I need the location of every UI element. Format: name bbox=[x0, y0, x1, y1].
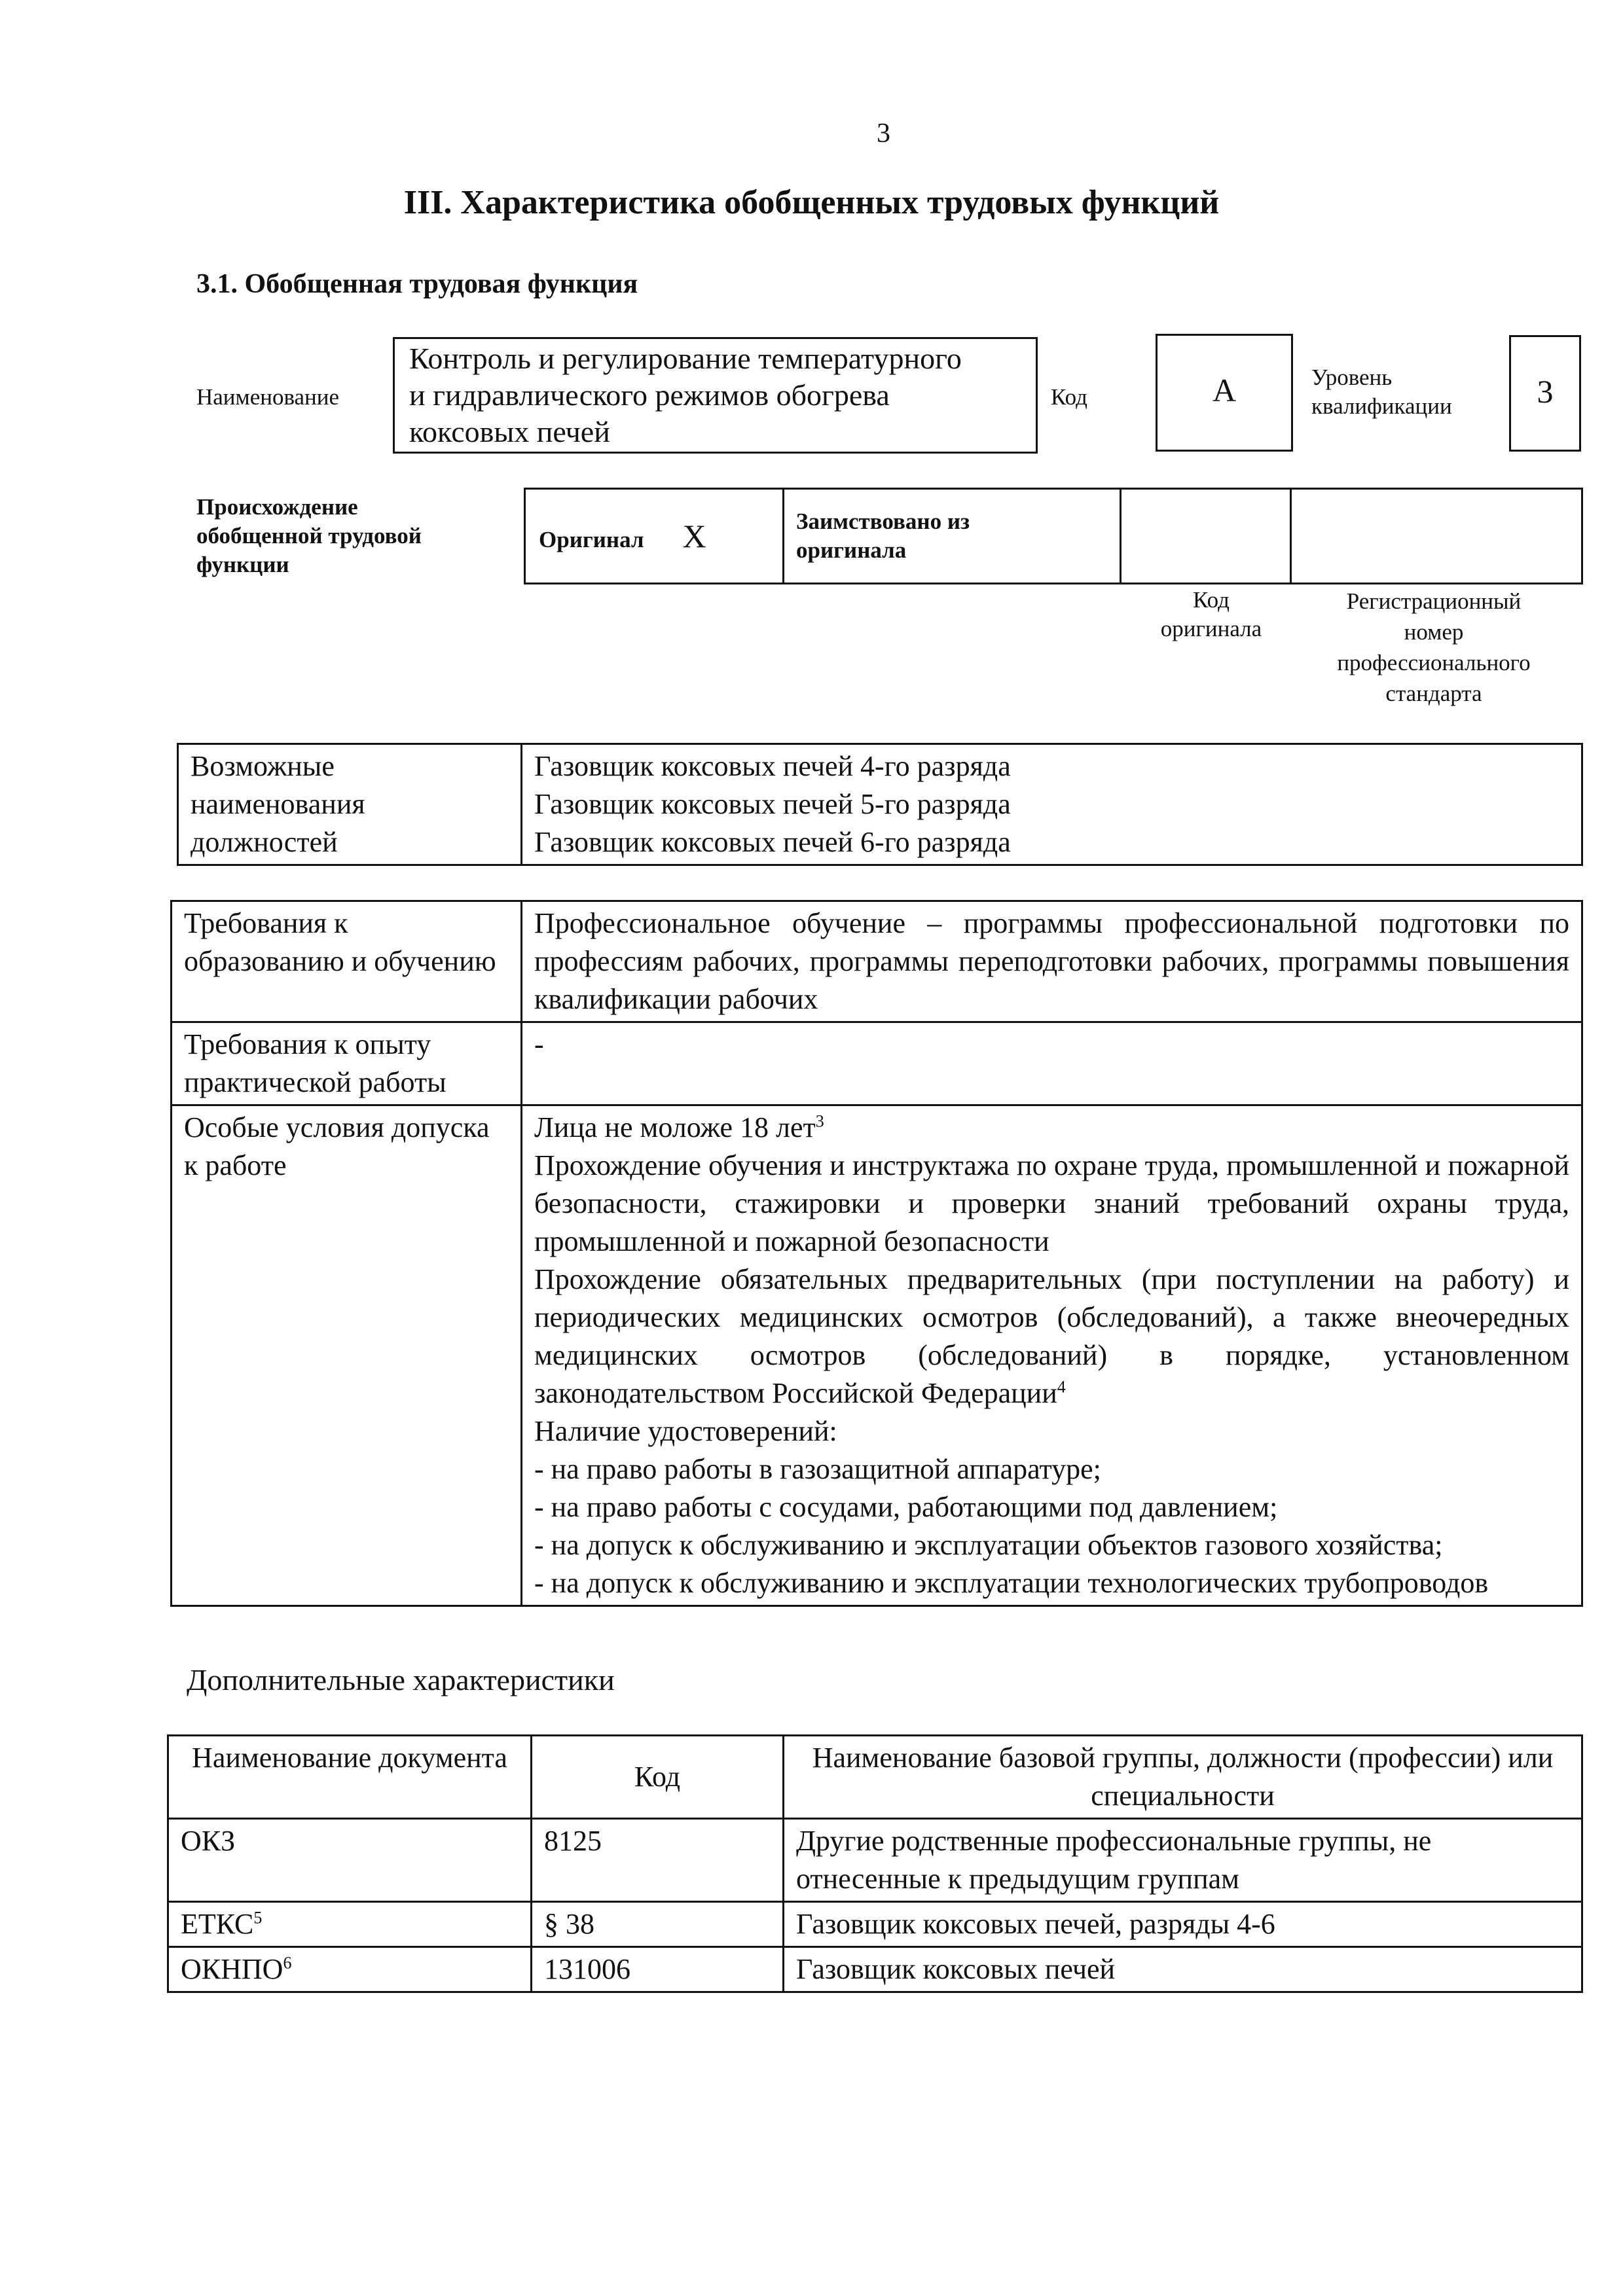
origin-label-line-3: функции bbox=[196, 552, 289, 577]
cert-item: - на допуск к обслуживанию и эксплуатации технологических трубопроводов bbox=[534, 1567, 1489, 1599]
positions-values-cell bbox=[522, 744, 1582, 865]
special-training: Прохождение обучения и инструктажа по охране труда, промышленной и пожарной безопасности, стажировки и проверки знаний требований охраны труда, промышленной и пожарной безопасности bbox=[534, 1149, 1569, 1257]
row-doc bbox=[168, 1902, 532, 1947]
special-label-cell bbox=[172, 1105, 522, 1606]
header-document-text: Наименование документа bbox=[192, 1742, 507, 1774]
experience-label-cell bbox=[172, 1022, 522, 1105]
row-doc-text: ОКНПО bbox=[181, 1953, 283, 1985]
additional-title: Дополнительные характеристики bbox=[187, 1663, 615, 1696]
origin-code-cell bbox=[1121, 489, 1291, 584]
borrowed-label-line-2: оригинала bbox=[796, 537, 907, 563]
name-line-3: коксовых печей bbox=[409, 415, 610, 448]
special-certs-header: Наличие удостоверений: bbox=[534, 1415, 837, 1447]
origin-original-cell bbox=[525, 489, 784, 584]
experience-value: - bbox=[534, 1028, 544, 1060]
code-value: A bbox=[1212, 372, 1237, 408]
code-caption bbox=[1126, 586, 1296, 643]
special-medical: Прохождение обязательных предварительных (при поступлении на работу) и периодических медицинских осмотров (обследований), а также внеочередных медицинских осмотров (обследований) в порядке, установленном законодательством Российской Федерации bbox=[534, 1263, 1569, 1409]
positions-table bbox=[177, 743, 1583, 866]
requirements-table bbox=[170, 900, 1583, 1607]
footnote-4: 4 bbox=[1057, 1377, 1066, 1397]
name-box bbox=[393, 337, 1038, 454]
level-box bbox=[1509, 335, 1581, 452]
cert-item: - на право работы в газозащитной аппаратуре; bbox=[534, 1453, 1101, 1485]
special-value-cell bbox=[522, 1105, 1582, 1606]
education-value: Профессиональное обучение – программы профессиональной подготовки по профессиям рабочих, программы переподготовки рабочих, программы повышения квалификации рабочих bbox=[534, 907, 1569, 1015]
header-code-text: Код bbox=[634, 1761, 681, 1793]
experience-label: Требования к опыту практической работы bbox=[184, 1028, 447, 1098]
header-document bbox=[168, 1736, 532, 1819]
row-code bbox=[532, 1947, 784, 1992]
code-label: Код bbox=[1051, 384, 1087, 410]
level-label-line-1: Уровень bbox=[1311, 365, 1393, 390]
original-mark: X bbox=[682, 518, 706, 554]
row-doc bbox=[168, 1819, 532, 1902]
origin-table bbox=[524, 488, 1583, 584]
footnote-5: 5 bbox=[253, 1908, 263, 1928]
reg-caption-line-2: номер bbox=[1404, 619, 1464, 645]
row-name-text: Газовщик коксовых печей, разряды 4-6 bbox=[796, 1908, 1275, 1940]
section-title: III. Характеристика обобщенных трудовых функций bbox=[403, 184, 1220, 221]
table-row bbox=[168, 1902, 1582, 1947]
position-item: Газовщик коксовых печей 5-го разряда bbox=[534, 788, 1011, 820]
cert-item: - на право работы с сосудами, работающими под давлением; bbox=[534, 1491, 1278, 1523]
name-label: Наименование bbox=[196, 384, 340, 410]
origin-label-line-2: обобщенной трудовой bbox=[196, 523, 422, 548]
reg-caption bbox=[1286, 586, 1581, 709]
row-name bbox=[784, 1819, 1582, 1902]
positions-label-cell bbox=[178, 744, 522, 865]
header-code bbox=[532, 1736, 784, 1819]
positions-label-line-2: наименования bbox=[191, 788, 365, 820]
additional-table bbox=[167, 1734, 1583, 1993]
name-line-1: Контроль и регулирование температурного bbox=[409, 342, 962, 375]
level-label bbox=[1311, 363, 1452, 421]
position-item: Газовщик коксовых печей 4-го разряда bbox=[534, 750, 1011, 782]
table-row bbox=[168, 1819, 1582, 1902]
row-name-text: Газовщик коксовых печей bbox=[796, 1953, 1116, 1985]
table-row bbox=[168, 1947, 1582, 1992]
row-doc-text: ОКЗ bbox=[181, 1825, 236, 1857]
cert-item: - на допуск к обслуживанию и эксплуатации объектов газового хозяйства; bbox=[534, 1529, 1443, 1561]
reg-caption-line-4: стандарта bbox=[1385, 681, 1482, 706]
header-name-text: Наименование базовой группы, должности (профессии) или специальности bbox=[812, 1742, 1554, 1812]
level-label-line-2: квалификации bbox=[1311, 393, 1452, 419]
positions-label-line-3: должностей bbox=[191, 826, 338, 858]
name-line-2: и гидравлического режимов обогрева bbox=[409, 378, 890, 412]
row-name-text: Другие родственные профессиональные группы, не отнесенные к предыдущим группам bbox=[796, 1825, 1432, 1895]
origin-label-line-1: Происхождение bbox=[196, 494, 358, 520]
subsection-title: 3.1. Обобщенная трудовая функция bbox=[196, 269, 638, 299]
row-doc bbox=[168, 1947, 532, 1992]
reg-caption-line-3: профессионального bbox=[1337, 650, 1531, 675]
positions-label-line-1: Возможные bbox=[191, 750, 335, 782]
row-code-text: § 38 bbox=[544, 1908, 594, 1940]
code-caption-line-1: Код bbox=[1193, 587, 1230, 613]
header-name bbox=[784, 1736, 1582, 1819]
footnote-6: 6 bbox=[283, 1953, 292, 1973]
row-doc-text: ЕТКС bbox=[181, 1908, 254, 1940]
footnote-3: 3 bbox=[815, 1111, 824, 1131]
code-box bbox=[1156, 334, 1293, 452]
row-code-text: 8125 bbox=[544, 1825, 602, 1857]
education-label: Требования к образованию и обучению bbox=[184, 907, 496, 977]
origin-reg-cell bbox=[1291, 489, 1582, 584]
origin-borrowed-cell bbox=[784, 489, 1121, 584]
position-item: Газовщик коксовых печей 6-го разряда bbox=[534, 826, 1011, 858]
borrowed-label-line-1: Заимствовано из bbox=[796, 509, 970, 534]
level-value: 3 bbox=[1537, 373, 1554, 410]
row-code bbox=[532, 1819, 784, 1902]
page-number: 3 bbox=[877, 118, 890, 149]
row-name bbox=[784, 1947, 1582, 1992]
education-value-cell bbox=[522, 901, 1582, 1022]
experience-value-cell bbox=[522, 1022, 1582, 1105]
row-code bbox=[532, 1902, 784, 1947]
special-label: Особые условия допуска к работе bbox=[184, 1111, 490, 1181]
original-label: Оригинал bbox=[539, 527, 644, 552]
row-code-text: 131006 bbox=[544, 1953, 630, 1985]
reg-caption-line-1: Регистрационный bbox=[1346, 588, 1522, 614]
special-age: Лица не моложе 18 лет bbox=[534, 1111, 816, 1143]
code-caption-line-2: оригинала bbox=[1160, 616, 1262, 641]
origin-label bbox=[196, 493, 422, 579]
row-name bbox=[784, 1902, 1582, 1947]
education-label-cell bbox=[172, 901, 522, 1022]
